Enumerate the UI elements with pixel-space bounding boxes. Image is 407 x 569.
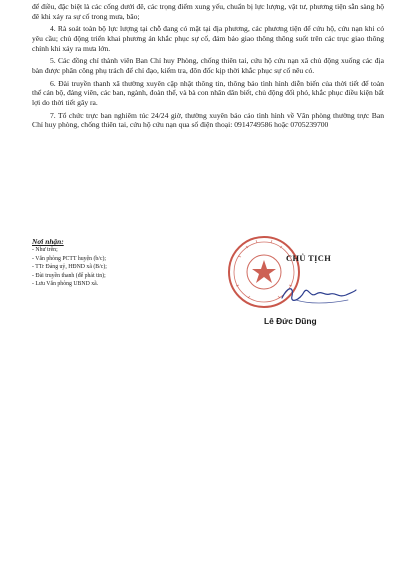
recipients-title: Nơi nhận: (32, 237, 64, 246)
signature-title: CHỦ TỊCH (286, 254, 332, 263)
recipient-item: - Đài truyền thanh (để phát tin); (32, 272, 106, 279)
signature-block (226, 232, 376, 342)
recipient-item: - Văn phòng PCTT huyện (b/c); (32, 255, 107, 262)
paragraph-item-6: 6. Đài truyền thanh xã thường xuyên cập nhật thông tin, thông báo tình hình diễn biến của thời tiết để toàn thể cán bộ, đảng viên, các ban, ngành, đoàn thể, và bà con nhân dân biết, chủ động đối phó, khắc phục điều kiện bất lợi do thời tiết gây ra. (32, 78, 384, 107)
recipient-item: - Lưu Văn phòng UBND xã. (32, 281, 99, 288)
paragraph-item-4: 4. Rà soát toàn bộ lực lượng tại chỗ đang có mặt tại địa phương, các phương tiện để cứu hộ, cứu nạn khi có yêu cầu; chủ động triển khai phương án khắc phục sự cố, đảm bảo giao thông thông suốt trên các trục giao thông chính khi xảy ra mưa lớn. (32, 24, 384, 53)
paragraph-item-7: 7. Tổ chức trực ban nghiêm túc 24/24 giờ, thường xuyên báo cáo tình hình về Văn phòng thường trực Ban Chỉ huy phòng, chống thiên tai, cứu hộ cứu nạn qua số điện thoại: 0914749586 hoặc 0705239700 (32, 110, 384, 130)
recipients-block (32, 238, 192, 288)
paragraph-item-5: 5. Các đồng chí thành viên Ban Chỉ huy Phòng, chống thiên tai, cứu hộ cứu nạn xã chủ động xuống các địa bàn được phân công phụ trách để chỉ đạo, kiểm tra, đôn đốc kịp thời khắc phục sự cố nêu có. (32, 56, 384, 75)
paragraph-continuation: để điều, đặc biệt là các cống dưới đê, các trọng điểm xung yếu, chuẩn bị lực lượng, vật tư, phương tiện sẵn sàng hộ đê khi xảy ra sự cố trong mưa, bão; (32, 2, 384, 21)
signer-name: Lê Đức Dũng (264, 316, 317, 326)
recipient-item: - TTr Đảng uỷ, HĐND xã (B/c); (32, 264, 107, 271)
document-body (32, 2, 384, 133)
recipient-item: - Như trên; (32, 247, 58, 254)
handwritten-signature-icon (278, 280, 358, 308)
